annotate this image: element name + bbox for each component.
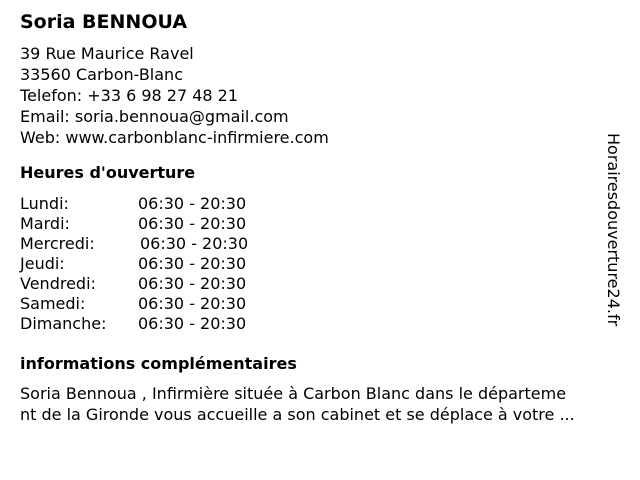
website: Web: www.carbonblanc-infirmiere.com xyxy=(20,128,329,147)
day-label: Mercredi: xyxy=(20,234,95,253)
address-city: 33560 Carbon-Blanc xyxy=(20,65,183,84)
time-range: 06:30 - 20:30 xyxy=(138,254,247,273)
time-range: 06:30 - 20:30 xyxy=(138,314,247,333)
time-range: 06:30 - 20:30 xyxy=(138,214,247,233)
day-label: Jeudi: xyxy=(20,254,65,273)
email-address: Email: soria.bennoua@gmail.com xyxy=(20,107,289,126)
business-name: Soria BENNOUA xyxy=(20,11,188,33)
business-description xyxy=(20,383,620,425)
additional-info-heading: informations complémentaires xyxy=(20,354,297,373)
description-line: Soria Bennoua , Infirmière située à Carbon Blanc dans le départeme xyxy=(20,384,567,403)
description-line: nt de la Gironde vous accueille a son cabinet et se déplace à votre ... xyxy=(20,405,575,424)
day-label: Mardi: xyxy=(20,214,70,233)
time-range: 06:30 - 20:30 xyxy=(140,234,249,253)
site-brand-label: Horairesdouverture24.fr xyxy=(604,133,623,327)
time-range: 06:30 - 20:30 xyxy=(138,274,247,293)
time-range: 06:30 - 20:30 xyxy=(138,194,247,213)
hours-row-sunday xyxy=(20,314,320,334)
hours-row-wednesday xyxy=(20,234,320,254)
contact-block xyxy=(20,43,329,148)
opening-hours-table xyxy=(20,194,320,334)
hours-row-thursday xyxy=(20,254,320,274)
hours-row-saturday xyxy=(20,294,320,314)
time-range: 06:30 - 20:30 xyxy=(138,294,247,313)
day-label: Samedi: xyxy=(20,294,86,313)
day-label: Lundi: xyxy=(20,194,69,213)
day-label: Vendredi: xyxy=(20,274,96,293)
phone-number: Telefon: +33 6 98 27 48 21 xyxy=(20,86,239,105)
opening-hours-heading: Heures d'ouverture xyxy=(20,163,196,182)
address-street: 39 Rue Maurice Ravel xyxy=(20,44,194,63)
day-label: Dimanche: xyxy=(20,314,107,333)
hours-row-friday xyxy=(20,274,320,294)
hours-row-monday xyxy=(20,194,320,214)
hours-row-tuesday xyxy=(20,214,320,234)
